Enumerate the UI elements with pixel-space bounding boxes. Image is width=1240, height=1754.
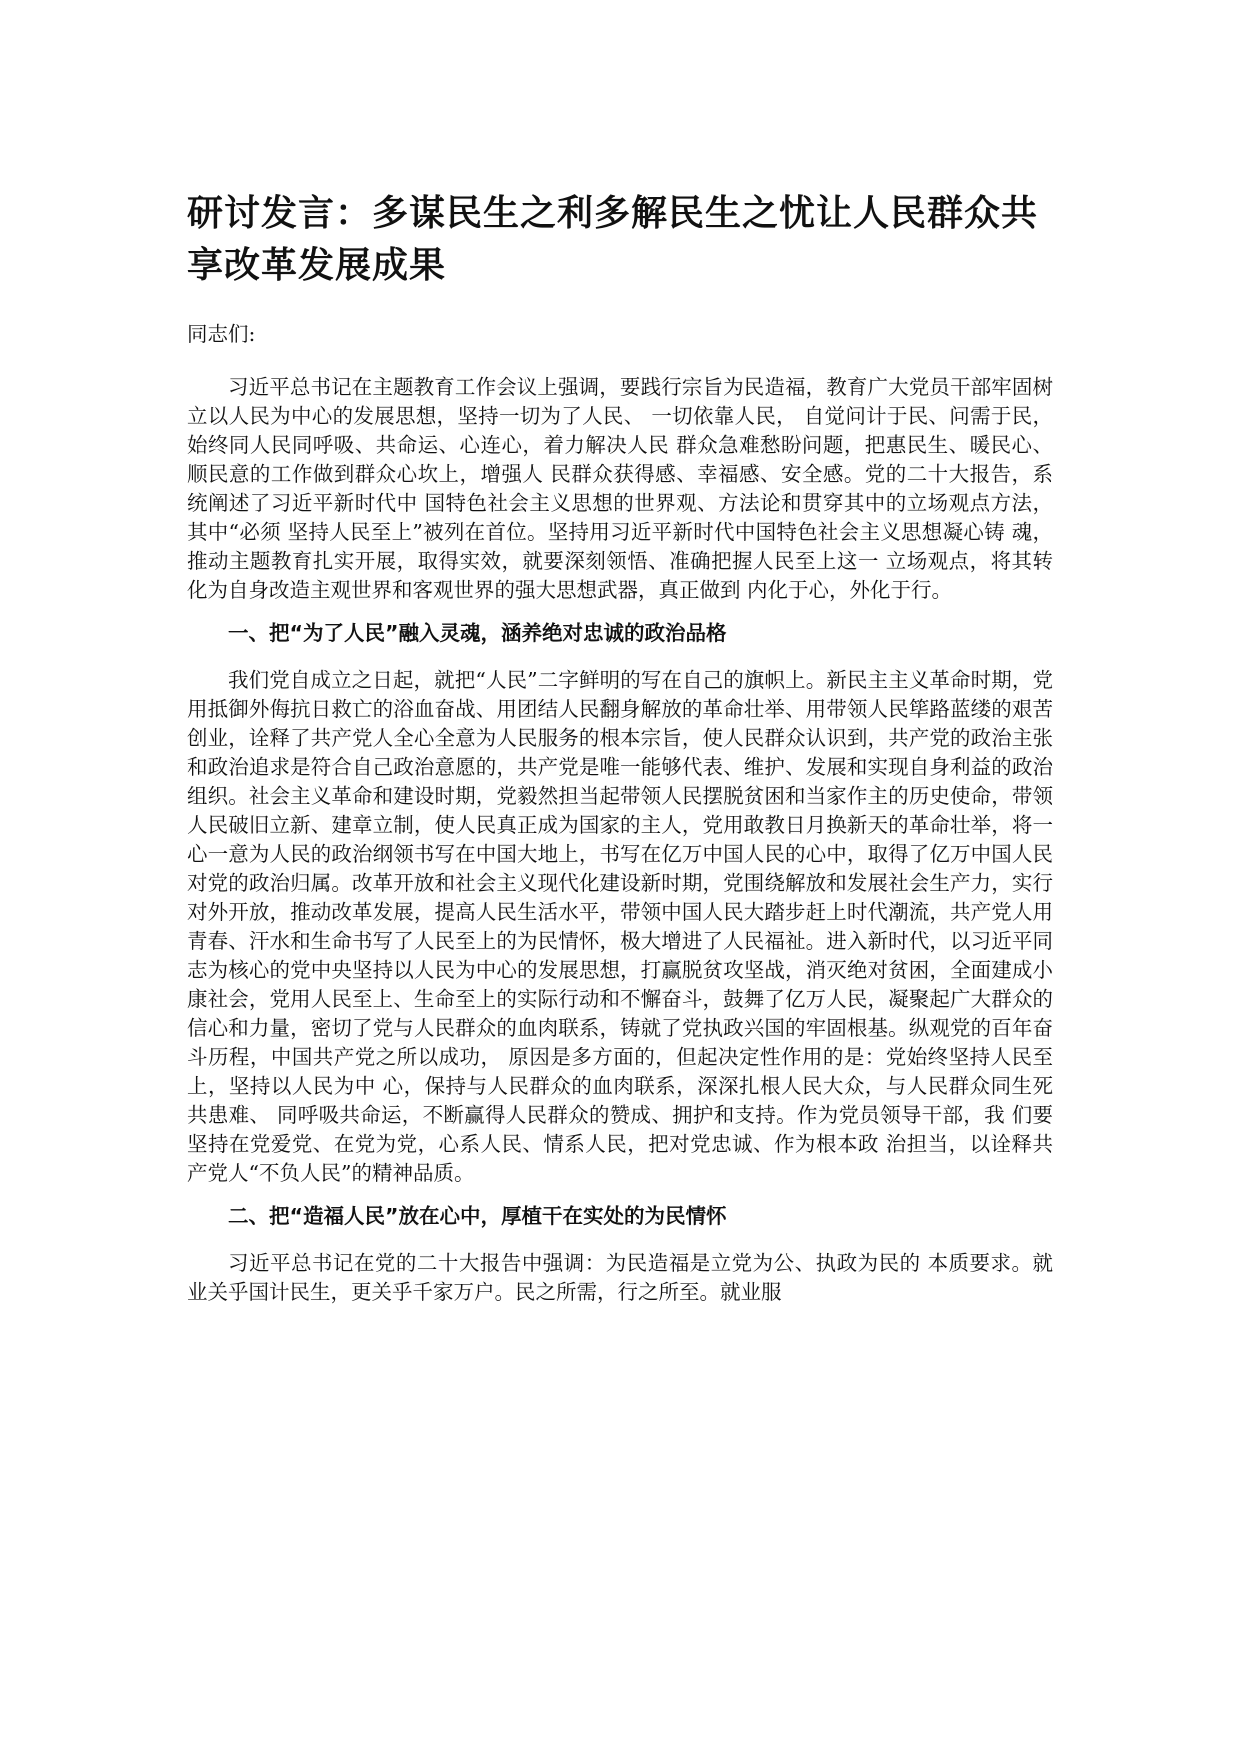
intro-paragraph: 习近平总书记在主题教育工作会议上强调，要践行宗旨为民造福，教育广大党员干部牢固树立以人民为中心的发展思想，坚持一切为了人民、 一切依靠人民， 自觉问计于民、问需于民，始终同人民同呼吸、共命运、心连心，着力解决人民 群众急难愁盼问题，把惠民生、暖民心、顺民意的工作做到群众心坎上，增强人 民群众获得感、幸福感、安全感。党的二十大报告，系统阐述了习近平新时代中 国特色社会主义思想的世界观、方法论和贯穿其中的立场观点方法，其中“必须 坚持人民至上”被列在首位。坚持用习近平新时代中国特色社会主义思想凝心铸 魂，推动主题教育扎实开展，取得实效，就要深刻领悟、准确把握人民至上这一 立场观点，将其转化为自身改造主观世界和客观世界的强大思想武器，真正做到 内化于心，外化于行。 [187,375,1053,602]
section-1-heading: 一、把“为了人民”融入灵魂，涵养绝对忠诚的政治品格 [228,621,727,645]
section-2-heading: 二、把“造福人民”放在心中，厚植干在实处的为民情怀 [228,1204,727,1228]
section-1-paragraph: 我们党自成立之日起，就把“人民”二字鲜明的写在自己的旗帜上。新民主主义革命时期，党用抵御外侮抗日救亡的浴血奋战、用团结人民翻身解放的革命壮举、用带领人民筚路蓝缕的艰苦创业，诠释了共产党人全心全意为人民服务的根本宗旨，使人民群众认识到，共产党的政治主张和政治追求是符合自己政治意愿的，共产党是唯一能够代表、维护、发展和实现自身利益的政治组织。社会主义革命和建设时期，党毅然担当起带领人民摆脱贫困和当家作主的历史使命，带领人民破旧立新、建章立制，使人民真正成为国家的主人，党用敢教日月换新天的革命壮举，将一心一意为人民的政治纲领书写在中国大地上，书写在亿万中国人民的心中，取得了亿万中国人民对党的政治归属。改革开放和社会主义现代化建设新时期，党围绕解放和发展社会生产力，实行对外开放，推动改革发展，提高人民生活水平，带领中国人民大踏步赶上时代潮流，共产党人用青春、汗水和生命书写了人民至上的为民情怀，极大增进了人民福祉。进入新时代，以习近平同志为核心的党中央坚持以人民为中心的发展思想，打赢脱贫攻坚战，消灭绝对贫困，全面建成小康社会，党用人民至上、生命至上的实际行动和不懈奋斗，鼓舞了亿万人民，凝聚起广大群众的信心和力量，密切了党与人民群众的血肉联系，铸就了党执政兴国的牢固根基。纵观党的百年奋斗历程，中国共产党之所以成功， 原因是多方面的，但起决定性作用的是：党始终坚持人民至上，坚持以人民为中 心，保持与人民群众的血肉联系，深深扎根人民大众，与人民群众同生死共患难、 同呼吸共命运，不断赢得人民群众的赞成、拥护和支持。作为党员领导干部，我 们要坚持在党爱党、在党为党，心系人民、情系人民，把对党忠诚、作为根本政 治担当，以诠释共产党人“不负人民”的精神品质。 [187,668,1053,1185]
section-2-paragraph: 习近平总书记在党的二十大报告中强调：为民造福是立党为公、执政为民的 本质要求。就业关乎国计民生，更关乎千家万户。民之所需，行之所至。就业服 [187,1251,1053,1304]
document-title: 研讨发言：多谋民生之利多解民生之忧让人民群众共享改革发展成果 [187,193,1039,286]
salutation: 同志们: [187,322,256,346]
document-body [187,188,1053,1319]
